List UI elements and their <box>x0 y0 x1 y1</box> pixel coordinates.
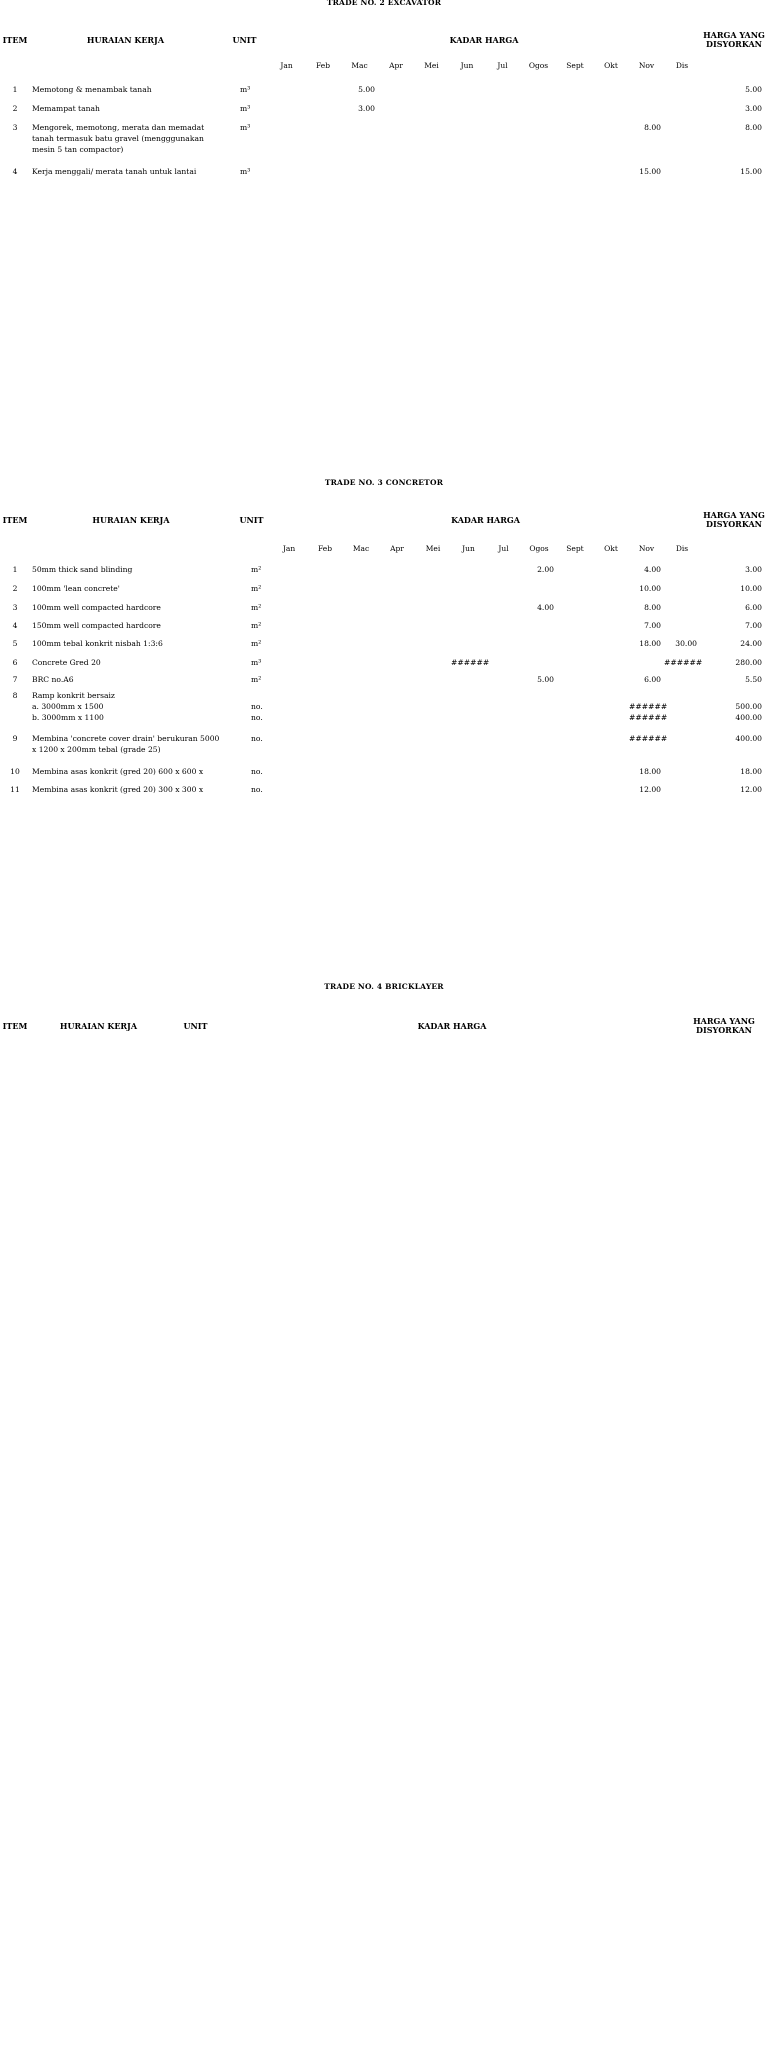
monthly-rate-nov: 6.00 <box>644 675 661 684</box>
item-number: 2 <box>12 104 18 113</box>
trade-title: TRADE NO. 2 EXCAVATOR <box>326 0 442 7</box>
proposed-price-header <box>680 1017 768 1035</box>
item-number: 1 <box>12 565 18 574</box>
item-number: 9 <box>12 734 18 743</box>
item-description: Concrete Gred 20 <box>32 658 101 667</box>
item-description: 150mm well compacted hardcore <box>32 621 161 630</box>
monthly-rate-dis: ###### <box>664 658 703 667</box>
proposed-price: 10.00 <box>740 584 762 593</box>
monthly-rate-nov: 8.00 <box>644 123 661 132</box>
month-header-apr: Apr <box>390 544 404 553</box>
proposed-price-header <box>700 31 768 49</box>
item-number: 8 <box>12 691 18 700</box>
proposed-price: 24.00 <box>740 639 762 648</box>
month-header-mei: Mei <box>425 544 441 553</box>
monthly-rate-nov: 8.00 <box>644 603 661 612</box>
item-number: 1 <box>12 85 18 94</box>
monthly-rate-nov: 15.00 <box>639 167 661 176</box>
proposed-price-header <box>700 511 768 529</box>
month-header-feb: Feb <box>317 544 333 553</box>
month-header-ogos: Ogos <box>528 61 549 70</box>
unit-header: UNIT <box>183 1021 208 1031</box>
proposed-price: 400.00 <box>735 734 762 743</box>
table-rule <box>0 1804 1 2048</box>
month-header-jul: Jul <box>498 544 509 553</box>
proposed-price: 7.00 <box>745 621 762 630</box>
item-header: ITEM <box>2 1021 28 1031</box>
proposed-price: 280.00 <box>735 658 762 667</box>
unit-header: UNIT <box>232 35 257 45</box>
item-unit: m² <box>251 675 262 684</box>
month-header-sept: Sept <box>566 61 584 70</box>
item-number: 6 <box>12 658 18 667</box>
proposed-price: 500.00 400.00 <box>735 702 762 722</box>
proposed-price-header-line: DISYORKAN <box>696 1025 752 1035</box>
month-header-apr: Apr <box>389 61 403 70</box>
item-description: Ramp konkrit bersaiz a. 3000mm x 1500 b. 3000mm x 1100 <box>32 691 115 722</box>
monthly-rate-nov: ###### <box>629 734 668 743</box>
table-rule <box>0 1354 1 1804</box>
proposed-price: 5.50 <box>745 675 762 684</box>
item-unit: m² <box>251 584 262 593</box>
item-unit: no. <box>251 767 263 776</box>
monthly-rate-mac: 5.00 <box>358 85 375 94</box>
monthly-rate-jun: ###### <box>451 658 490 667</box>
proposed-price-header-line: DISYORKAN <box>706 519 762 529</box>
item-unit: m³ <box>240 123 251 132</box>
item-description: Memampat tanah <box>32 104 100 113</box>
item-unit: no. no. <box>251 702 263 722</box>
trade-title: TRADE NO. 4 BRICKLAYER <box>324 982 444 991</box>
month-header-jan: Jan <box>282 544 296 553</box>
proposed-price-header-line: HARGA YANG <box>703 30 765 40</box>
item-unit: m² <box>251 621 262 630</box>
item-number: 10 <box>10 767 20 776</box>
item-description: Memotong & menambak tanah <box>32 85 152 94</box>
item-unit: m³ <box>240 85 251 94</box>
item-description: 50mm thick sand blinding <box>32 565 133 574</box>
proposed-price-header-line: HARGA YANG <box>703 510 765 520</box>
item-unit: m³ <box>251 658 262 667</box>
trade-title: TRADE NO. 3 CONCRETOR <box>324 478 444 487</box>
item-number: 4 <box>12 167 18 176</box>
month-header-sept: Sept <box>566 544 584 553</box>
monthly-rate-dis: 30.00 <box>675 639 697 648</box>
item-unit: no. <box>251 785 263 794</box>
monthly-rate-nov: 10.00 <box>639 584 661 593</box>
proposed-price-header-line: DISYORKAN <box>706 39 762 49</box>
unit-header: UNIT <box>239 515 264 525</box>
proposed-price: 5.00 <box>745 85 762 94</box>
proposed-price: 15.00 <box>740 167 762 176</box>
month-header-mac: Mac <box>352 544 370 553</box>
month-header-jul: Jul <box>497 61 508 70</box>
monthly-rate-nov: ###### ###### <box>629 702 668 722</box>
proposed-price: 3.00 <box>745 104 762 113</box>
month-header-okt: Okt <box>604 544 618 553</box>
monthly-rate-nov: 4.00 <box>644 565 661 574</box>
proposed-price: 6.00 <box>745 603 762 612</box>
item-description: Kerja menggali/ merata tanah untuk lantai <box>32 167 197 176</box>
item-number: 11 <box>10 785 20 794</box>
month-header-feb: Feb <box>315 61 331 70</box>
monthly-rate-ogos: 2.00 <box>537 565 554 574</box>
item-number: 2 <box>12 584 18 593</box>
rate-header: KADAR HARGA <box>417 1021 487 1031</box>
monthly-rate-nov: 18.00 <box>639 639 661 648</box>
item-number: 7 <box>12 675 18 684</box>
item-number: 3 <box>12 123 18 132</box>
item-description: Membina asas konkrit (gred 20) 600 x 600 x <box>32 767 204 776</box>
item-description: Mengorek, memotong, merata dan memadat tanah termasuk batu gravel (mengggunakan mesin 5 tan compactor) <box>32 123 205 154</box>
item-description: 100mm 'lean concrete' <box>32 584 120 593</box>
monthly-rate-mac: 3.00 <box>358 104 375 113</box>
proposed-price-header-line: HARGA YANG <box>693 1016 755 1026</box>
month-header-nov: Nov <box>638 61 655 70</box>
proposed-price: 18.00 <box>740 767 762 776</box>
item-description: Membina 'concrete cover drain' berukuran 5000 x 1200 x 200mm tebal (grade 25) <box>32 734 220 754</box>
month-header-mac: Mac <box>351 61 368 70</box>
monthly-rate-ogos: 5.00 <box>537 675 554 684</box>
item-description: BRC no.A6 <box>32 675 74 684</box>
item-number: 5 <box>12 639 18 648</box>
proposed-price: 8.00 <box>745 123 762 132</box>
monthly-rate-nov: 18.00 <box>639 767 661 776</box>
item-header: ITEM <box>2 35 28 45</box>
item-unit: m² <box>251 603 262 612</box>
item-unit: m³ <box>240 167 251 176</box>
month-header-mei: Mei <box>424 61 439 70</box>
month-header-jun: Jun <box>460 61 474 70</box>
description-header: HURAIAN KERJA <box>59 1021 138 1031</box>
item-header: ITEM <box>2 515 28 525</box>
table-rule <box>0 904 1 1354</box>
month-header-dis: Dis <box>675 61 689 70</box>
item-unit: m³ <box>240 104 251 113</box>
description-header: HURAIAN KERJA <box>86 35 165 45</box>
monthly-rate-nov: 12.00 <box>639 785 661 794</box>
month-header-nov: Nov <box>638 544 655 553</box>
month-header-ogos: Ogos <box>529 544 549 553</box>
rate-header: KADAR HARGA <box>449 35 519 45</box>
rate-header: KADAR HARGA <box>451 515 520 525</box>
month-header-jun: Jun <box>462 544 475 553</box>
proposed-price: 3.00 <box>745 565 762 574</box>
monthly-rate-ogos: 4.00 <box>537 603 554 612</box>
item-number: 4 <box>12 621 18 630</box>
item-unit: no. <box>251 734 263 743</box>
table-rule <box>0 4 1 454</box>
monthly-rate-nov: 7.00 <box>644 621 661 630</box>
item-description: 100mm well compacted hardcore <box>32 603 161 612</box>
month-header-jan: Jan <box>280 61 293 70</box>
item-description: Membina asas konkrit (gred 20) 300 x 300 x <box>32 785 204 794</box>
item-unit: m² <box>251 639 262 648</box>
item-unit: m² <box>251 565 262 574</box>
description-header: HURAIAN KERJA <box>92 515 170 525</box>
proposed-price: 12.00 <box>740 785 762 794</box>
month-header-dis: Dis <box>675 544 689 553</box>
month-header-okt: Okt <box>604 61 618 70</box>
item-number: 3 <box>12 603 18 612</box>
item-description: 100mm tebal konkrit nisbah 1:3:6 <box>32 639 163 648</box>
